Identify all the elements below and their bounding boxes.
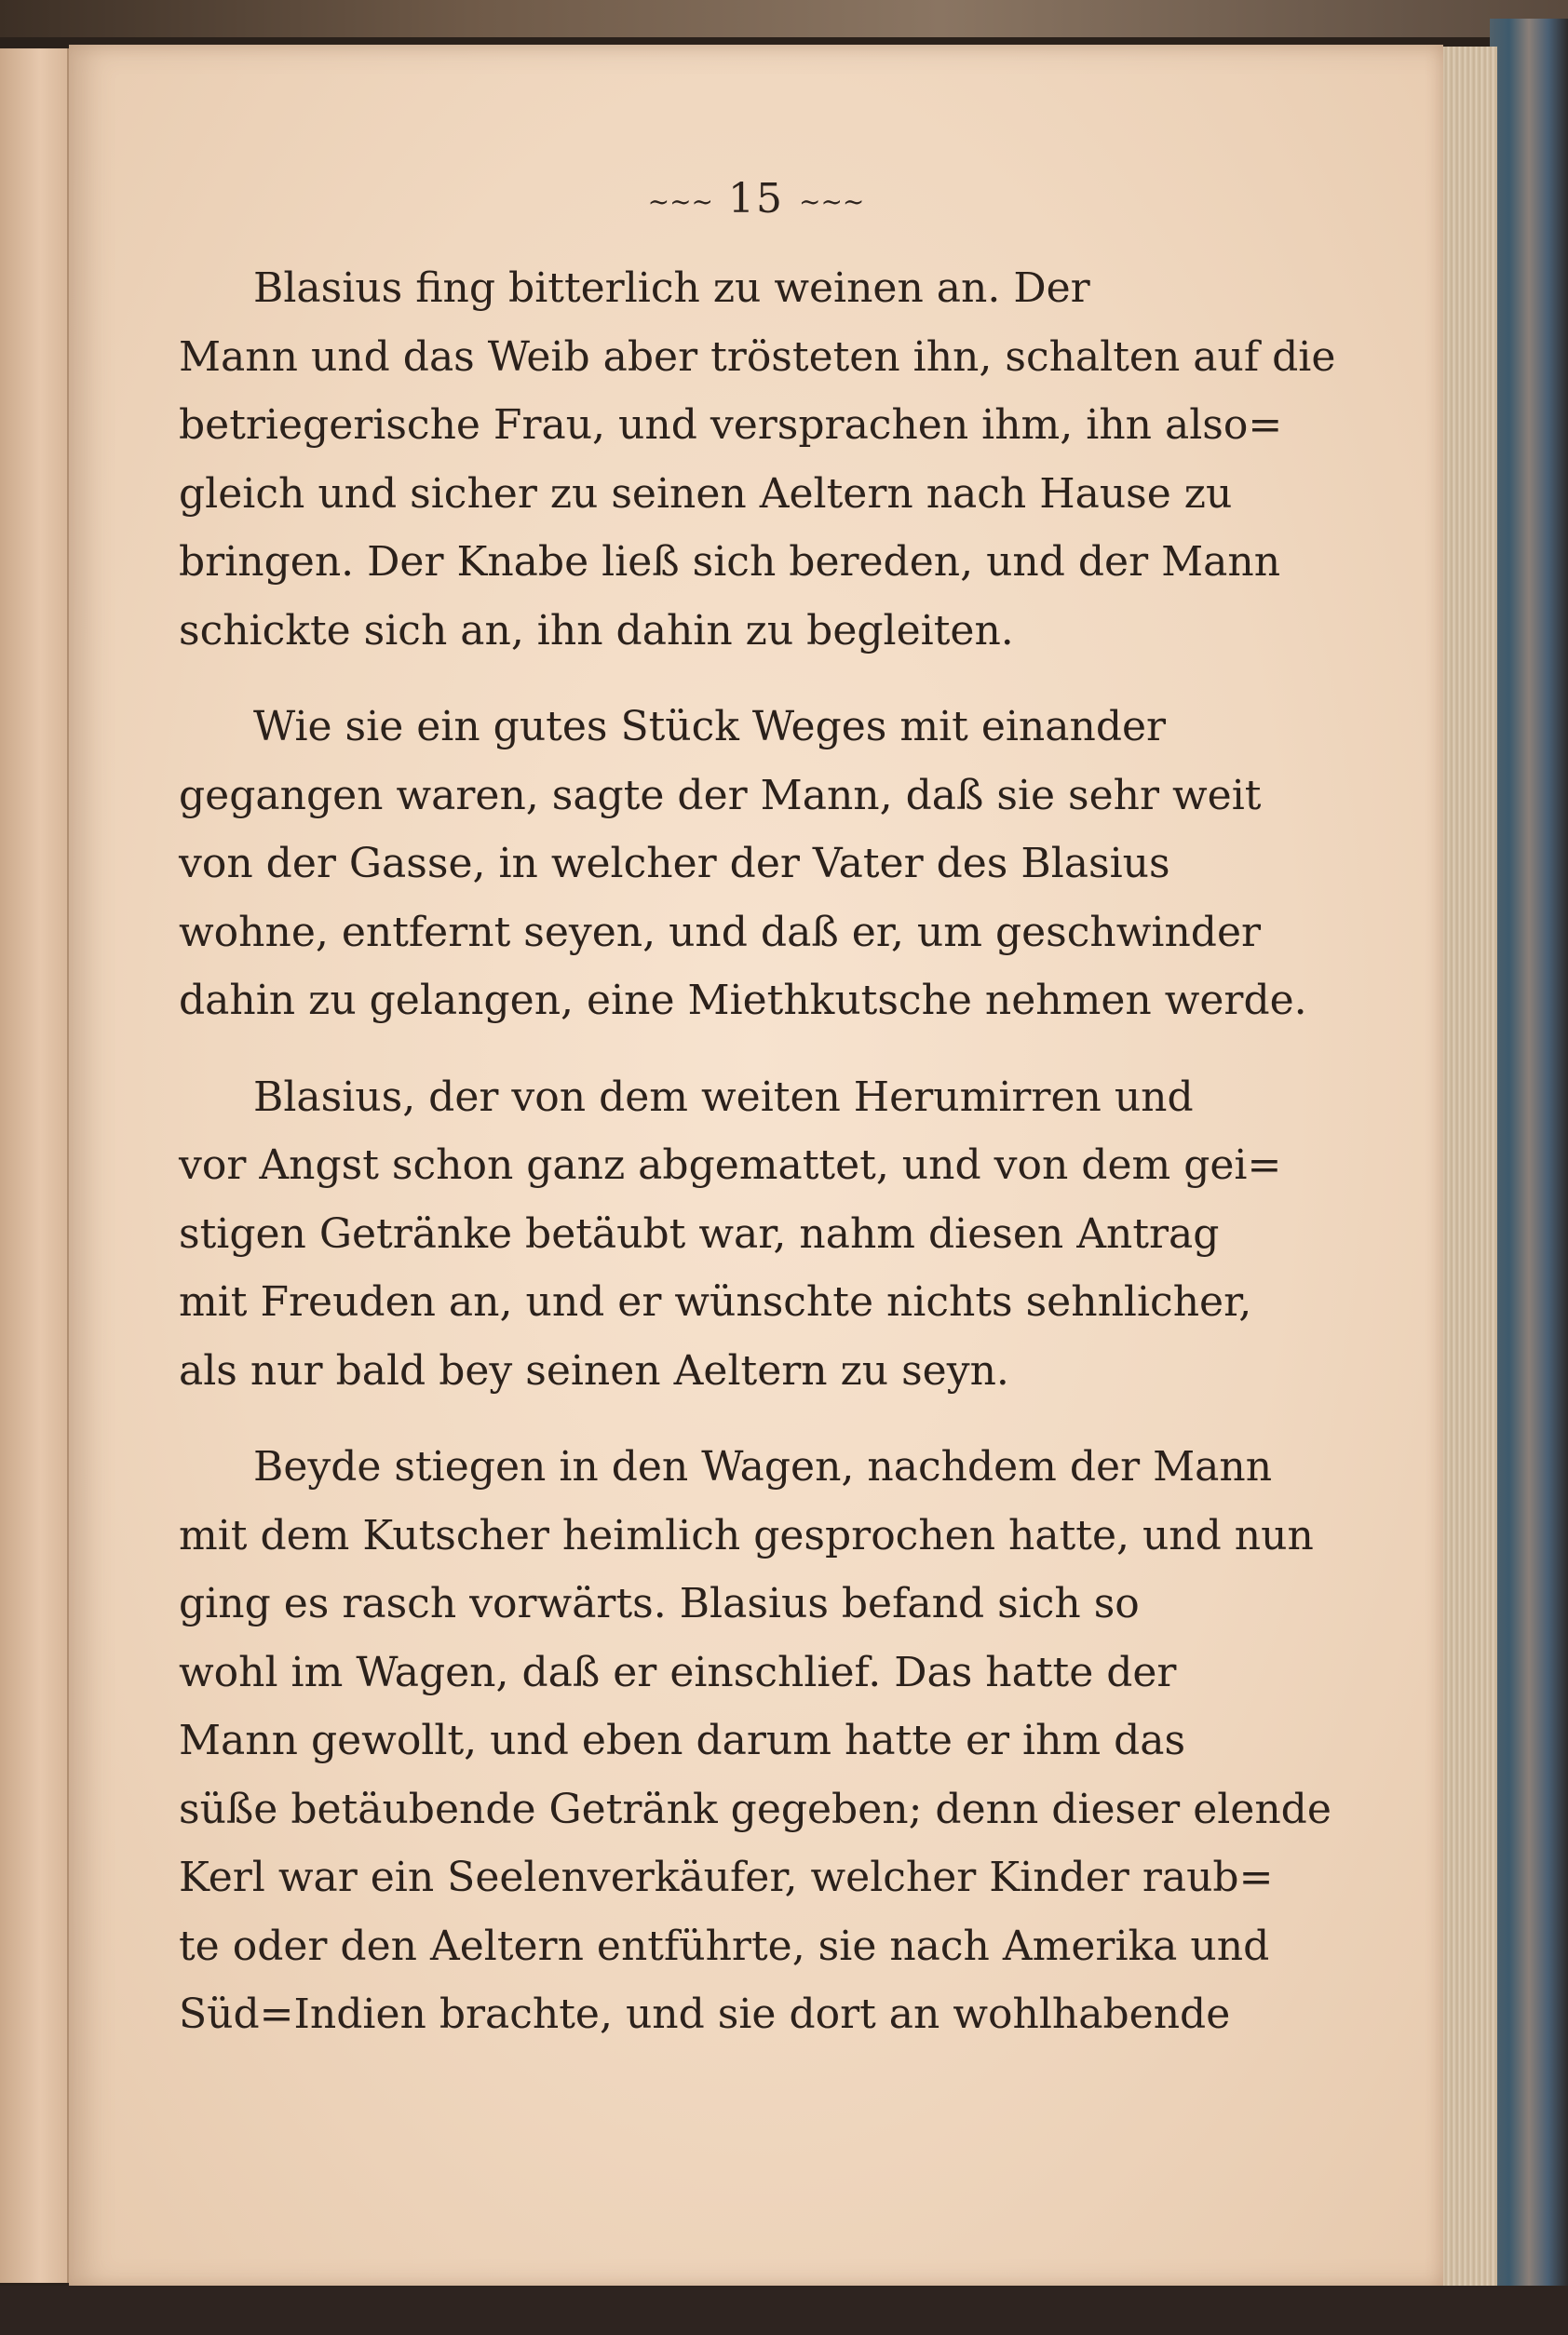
- text-line: Wie sie ein gutes Stück Weges mit einander: [253, 703, 1167, 750]
- book-page: [69, 45, 1443, 2288]
- page-header: [69, 175, 1443, 223]
- text-line: süße betäubende Getränk gegeben; denn dieser elende: [179, 1785, 1331, 1833]
- text-line: Blasius fing bitterlich zu weinen an. Der: [253, 264, 1090, 312]
- header-ornament-right: ~~~: [799, 186, 865, 217]
- text-line: Kerl war ein Seelenverkäufer, welcher Kinder raub=: [179, 1854, 1274, 1901]
- paragraph: [179, 254, 1336, 665]
- text-line: schickte sich an, ihn dahin zu begleiten.: [179, 606, 1014, 655]
- text-line: gleich und sicher zu seinen Aeltern nach Hause zu: [179, 469, 1233, 518]
- paragraph: [179, 693, 1333, 1035]
- text-line: dahin zu gelangen, eine Miethkutsche nehmen werde.: [179, 977, 1307, 1024]
- header-ornament-left: ~~~: [647, 186, 713, 217]
- table-shadow: [0, 2286, 1568, 2335]
- text-line: gegangen waren, sagte der Mann, daß sie sehr weit: [179, 771, 1262, 819]
- text-line: stigen Getränke betäubt war, nahm diesen Antrag: [179, 1209, 1220, 1258]
- text-line: te oder den Aeltern entführte, sie nach Amerika und: [179, 1922, 1270, 1970]
- text-line: ging es rasch vorwärts. Blasius befand sich so: [179, 1580, 1140, 1627]
- text-line: als nur bald bey seinen Aeltern zu seyn.: [179, 1346, 1009, 1395]
- text-line: von der Gasse, in welcher der Vater des Blasius: [179, 840, 1170, 887]
- text-line: wohne, entfernt seyen, und daß er, um geschwinder: [179, 908, 1262, 956]
- text-line: Mann und das Weib aber trösteten ihn, schalten auf die: [179, 332, 1336, 381]
- text-line: mit Freuden an, und er wünschte nichts sehnlicher,: [179, 1278, 1252, 1326]
- text-line: wohl im Wagen, daß er einschlief. Das hatte der: [179, 1648, 1177, 1696]
- text-line: vor Angst schon ganz abgemattet, und von dem gei=: [179, 1141, 1282, 1189]
- page-stack-edge: [1441, 47, 1497, 2300]
- paragraph: [179, 1063, 1333, 1406]
- facing-page-edge: [0, 48, 70, 2283]
- book-cover-edge: [1490, 19, 1568, 2335]
- text-line: Süd=Indien brachte, und sie dort an wohlhabende: [179, 1991, 1231, 2038]
- paragraph: [179, 1433, 1333, 2049]
- page-body-text: [179, 254, 1336, 2077]
- page-number: 15: [728, 175, 784, 223]
- text-line: bringen. Der Knabe ließ sich bereden, und der Mann: [179, 538, 1281, 586]
- text-line: Blasius, der von dem weiten Herumirren und: [253, 1073, 1194, 1121]
- text-line: Beyde stiegen in den Wagen, nachdem der Mann: [253, 1443, 1273, 1491]
- text-line: Mann gewollt, und eben darum hatte er ihm das: [179, 1717, 1186, 1764]
- book-binding-top: [0, 0, 1568, 37]
- text-line: betriegerische Frau, und versprachen ihm, ihn also=: [179, 401, 1283, 449]
- text-line: mit dem Kutscher heimlich gesprochen hatte, und nun: [179, 1511, 1314, 1559]
